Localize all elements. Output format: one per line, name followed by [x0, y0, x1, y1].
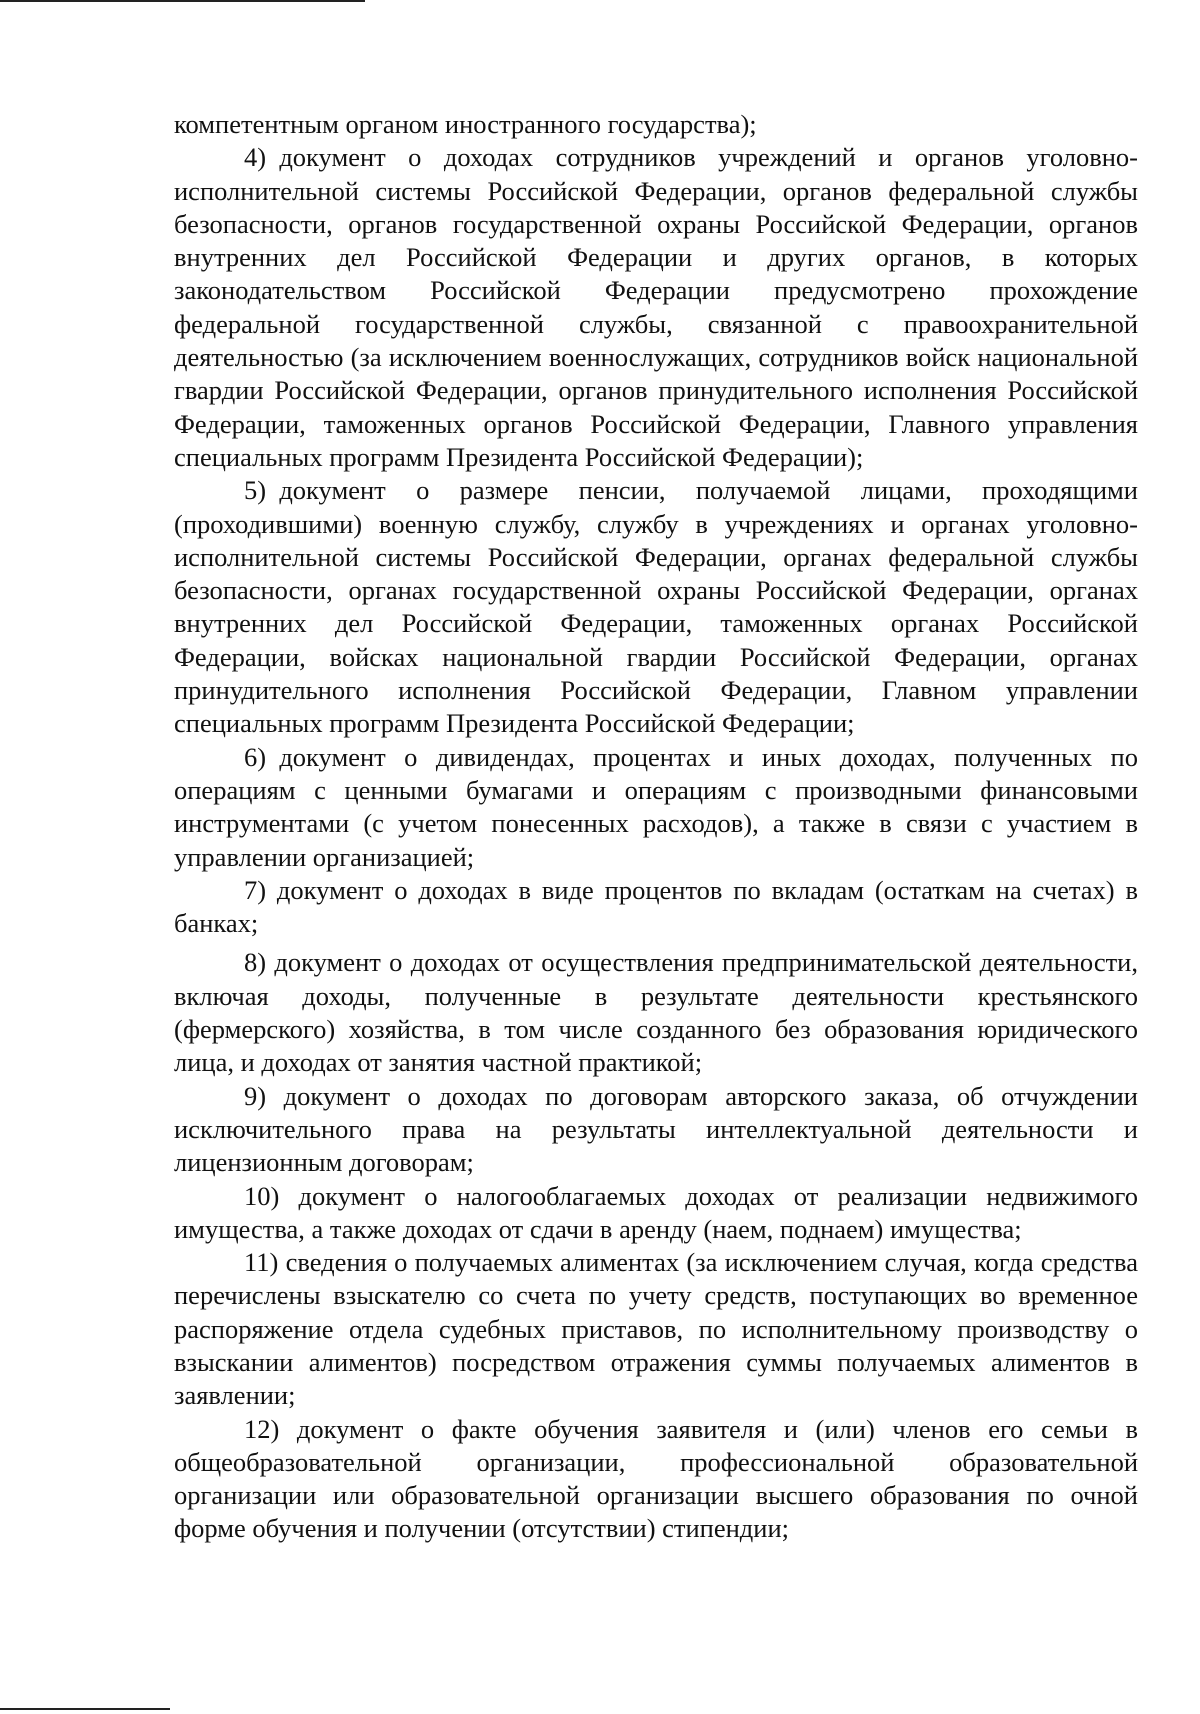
- scan-edge-bottom: [0, 1708, 170, 1710]
- paragraph-item-5: 5) документ о размере пенсии, получаемой лицами, проходящими (проходившими) военную службу, службу в учреждениях и органах уголовно-исполнительной системы Российской Федерации, органах федеральной службы безопасности, органах государственной охраны Российской Федерации, органах внутренних дел Российской Федерации, таможенных органах Российской Федерации, войсках национальной гвардии Российской Федерации, органах принудительного исполнения Российской Федерации, Главном управлении специальных программ Президента Российской Федерации;: [174, 475, 1138, 739]
- paragraph-continuation: компетентным органом иностранного государства);: [174, 109, 757, 139]
- paragraph-item-4: 4) документ о доходах сотрудников учреждений и органов уголовно-исполнительной системы Российской Федерации, органов федеральной службы безопасности, органов государственной охраны Российской Федерации, органов внутренних дел Российской Федерации и других органов, в которых законодательством Российской Федерации предусмотрено прохождение федеральной государственной службы, связанной с правоохранительной деятельностью (за исключением военнослужащих, сотрудников войск национальной гвардии Российской Федерации, органов принудительного исполнения Российской Федерации, таможенных органов Российской Федерации, Главного управления специальных программ Президента Российской Федерации);: [174, 142, 1138, 472]
- scan-edge-top: [0, 0, 365, 2]
- paragraph-item-9: 9) документ о доходах по договорам авторского заказа, об отчуждении исключительного права на результаты интеллектуальной деятельности и лицензионным договорам;: [174, 1080, 1138, 1178]
- paragraph-item-10: 10) документ о налогооблагаемых доходах от реализации недвижимого имущества, а также доходах от сдачи в аренду (наем, поднаем) имущества;: [174, 1180, 1138, 1244]
- paragraph-item-11: 11) сведения о получаемых алиментах (за исключением случая, когда средства перечислены взыскателю со счета по учету средств, поступающих во временное распоряжение отдела судебных приставов, по исполнительному производству о взыскании алиментов) посредством отражения суммы получаемых алиментов в заявлении;: [174, 1247, 1138, 1411]
- document-body: [174, 108, 1138, 1546]
- paragraph-item-12: 12) документ о факте обучения заявителя и (или) членов его семьи в общеобразовательной организации, профессиональной образовательной организации или образовательной организации высшего образования по очной форме обучения и получении (отсутствии) стипендии;: [174, 1413, 1138, 1544]
- paragraph-item-7: 7) документ о доходах в виде процентов по вкладам (остаткам на счетах) в банках;: [174, 874, 1138, 939]
- paragraph-item-8: 8) документ о доходах от осуществления предпринимательской деятельности, включая доходы, полученные в результате деятельности крестьянского (фермерского) хозяйства, в том числе созданного без образования юридического лица, и доходах от занятия частной практикой;: [174, 947, 1138, 1078]
- paragraph-item-6: 6) документ о дивидендах, процентах и иных доходах, полученных по операциям с ценными бумагами и операциям с производными финансовыми инструментами (с учетом понесенных расходов), а также в связи с участием в управлении организацией;: [174, 741, 1138, 872]
